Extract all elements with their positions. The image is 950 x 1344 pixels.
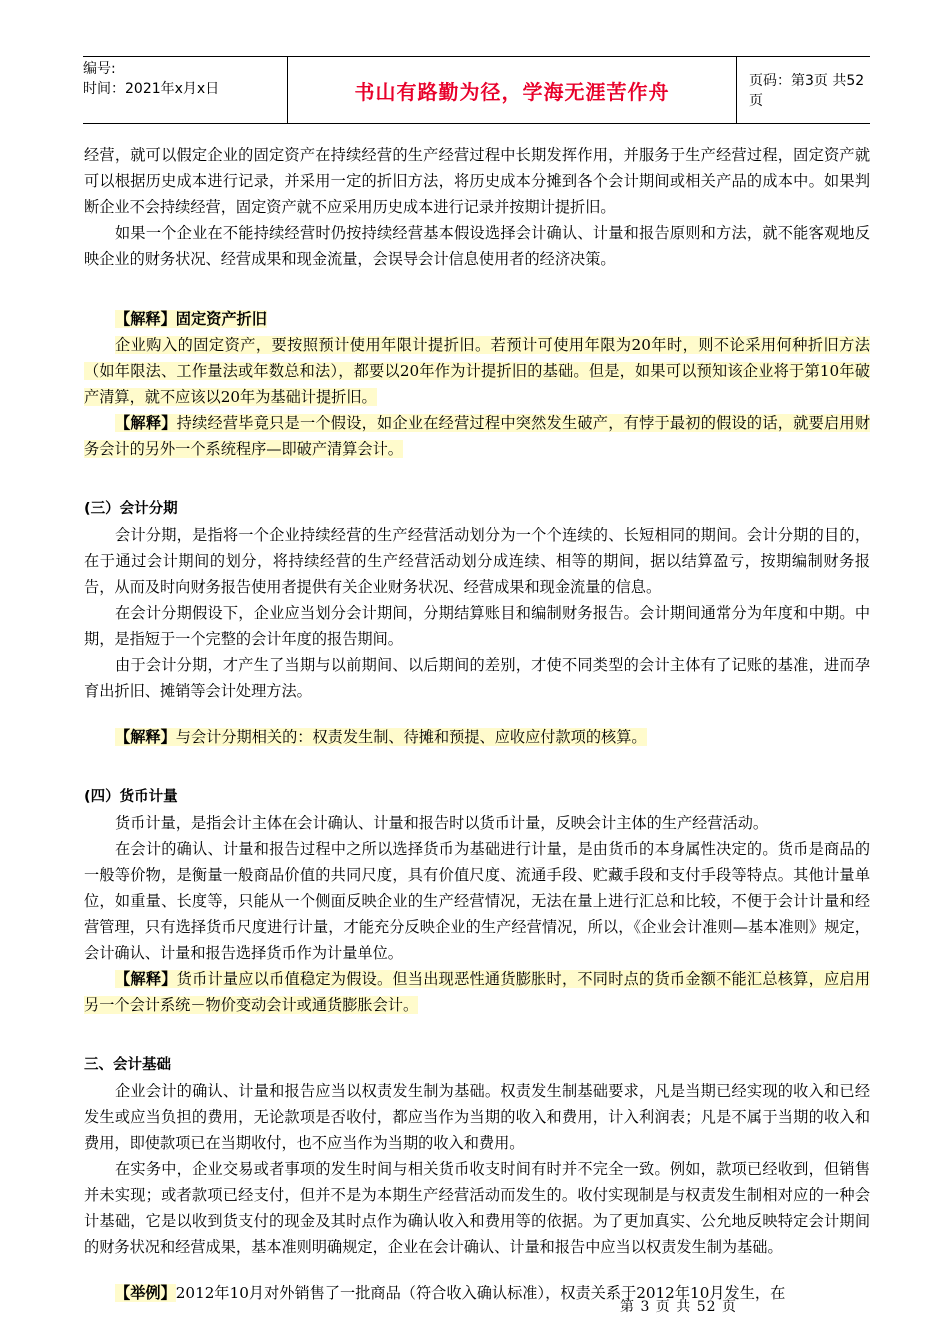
motto: 书山有路勤为径，学海无涯苦作舟 xyxy=(354,79,670,104)
page-header xyxy=(83,56,870,124)
explanation-text xyxy=(84,966,870,1018)
header-page-cell xyxy=(739,57,870,123)
header-motto-cell xyxy=(287,57,737,123)
explanation-text xyxy=(84,410,870,462)
paragraph: 在会计的确认、计量和报告过程中之所以选择货币为基础进行计量，是由货币的本身属性决定的。货币是商品的一般等价物，是衡量一般商品价值的共同尺度，具有价值尺度、流通手段、贮藏手段和支付手段等特点。其他计量单位，如重量、长度等，只能从一个侧面反映企业的生产经营情况，无法在量上进行汇总和比较，不便于会计计量和经营管理，只有选择货币尺度进行计量，才能充分反映企业的生产经营情况，所以，《企业会计准则—基本准则》规定，会计确认、计量和报告选择货币作为计量单位。 xyxy=(84,840,870,962)
paragraph: 由于会计分期，才产生了当期与以前期间、以后期间的差别，才使不同类型的会计主体有了记账的基准，进而孕育出折旧、摊销等会计处理方法。 xyxy=(84,656,870,700)
example-text xyxy=(84,1280,870,1306)
explanation-tag: 【解释】 xyxy=(115,414,177,432)
explanation-body: 持续经营毕竟只是一个假设，如企业在经营过程中突然发生破产，有悖于最初的假设的话，就要启用财务会计的另外一个系统程序—即破产清算会计。 xyxy=(84,414,871,458)
explanation-body: 货币计量应以币值稳定为假设。但当出现恶性通货膨胀时，不同时点的货币金额不能汇总核算，应启用另一个会计系统－物价变动会计或通货膨胀会计。 xyxy=(84,970,871,1014)
explanation-body: 与会计分期相关的：权责发生制、待摊和预提、应收应付款项的核算。 xyxy=(175,728,647,746)
explanation-text xyxy=(84,332,870,410)
explanation-tag: 【解释】 xyxy=(115,970,177,988)
footer-page-label: 第 3 页 共 52 页 xyxy=(620,1299,737,1315)
paragraph: 会计分期，是指将一个企业持续经营的生产经营活动划分为一个个连续的、长短相同的期间。会计分期的目的，在于通过会计期间的划分，将持续经营的生产经营活动划分成连续、相等的期间，据以结算盈亏，按期编制财务报告，从而及时向财务报告使用者提供有关企业财务状况、经营成果和现金流量的信息。 xyxy=(84,526,870,596)
explanation-title: 固定资产折旧 xyxy=(175,310,267,328)
explanation-tag: 【解释】 xyxy=(115,728,176,746)
explanation-tag: 【解释】 xyxy=(115,310,176,328)
example-tag: 【举例】 xyxy=(115,1284,176,1302)
explanation-heading xyxy=(84,306,870,332)
number-label: 编号: xyxy=(83,61,116,77)
example-body: 2012年10月对外销售了一批商品（符合收入确认标准），权责关系于2012年10月发生，在 xyxy=(175,1284,786,1302)
paragraph: 货币计量，是指会计主体在会计确认、计量和报告时以货币计量，反映会计主体的生产经营活动。 xyxy=(115,814,769,832)
paragraph: 企业会计的确认、计量和报告应当以权责发生制为基础。权责发生制基础要求，凡是当期已经实现的收入和已经发生或应当负担的费用，无论款项是否收付，都应当作为当期的收入和费用，计入利润表；凡是不属于当期的收入和费用，即使款项已在当期收付，也不应当作为当期的收入和费用。 xyxy=(84,1082,870,1152)
page-footer xyxy=(620,1296,737,1316)
section-heading: (三）会计分期 xyxy=(84,501,178,517)
paragraph: 在会计分期假设下，企业应当划分会计期间，分期结算账目和编制财务报告。会计期间通常分为年度和中期。中期，是指短于一个完整的会计年度的报告期间。 xyxy=(84,604,870,648)
explanation-text xyxy=(84,724,870,750)
page-info: 页码：第3页 共52页 xyxy=(749,73,865,109)
document-body xyxy=(84,142,870,1306)
paragraph: 如果一个企业在不能持续经营时仍按持续经营基本假设选择会计确认、计量和报告原则和方法，就不能客观地反映企业的财务状况、经营成果和现金流量，会误导会计信息使用者的经济决策。 xyxy=(84,224,870,268)
time-label: 时间：2021年x月x日 xyxy=(83,81,220,97)
header-meta xyxy=(83,57,283,125)
paragraph: 在实务中，企业交易或者事项的发生时间与相关货币收支时间有时并不完全一致。例如，款项已经收到，但销售并未实现；或者款项已经支付，但并不是为本期生产经营活动而发生的。收付实现制是与权责发生制相对应的一种会计基础，它是以收到货支付的现金及其时点作为确认收入和费用等的依据。为了更加真实、公允地反映特定会计期间的财务状况和经营成果，基本准则明确规定，企业在会计确认、计量和报告中应当以权责发生制为基础。 xyxy=(84,1160,870,1256)
paragraph: 经营，就可以假定企业的固定资产在持续经营的生产经营过程中长期发挥作用，并服务于生产经营过程，固定资产就可以根据历史成本进行记录，并采用一定的折旧方法，将历史成本分摊到各个会计期间或相关产品的成本中。如果判断企业不会持续经营，固定资产就不应采用历史成本进行记录并按期计提折旧。 xyxy=(84,146,870,216)
explanation-body: 企业购入的固定资产，要按照预计使用年限计提折旧。若预计可使用年限为20年时，则不论采用何种折旧方法（如年限法、工作量法或年数总和法），都要以20年作为计提折旧的基础。但是，如果可以预知该企业将于第10年破产清算，就不应该以20年为基础计提折旧。 xyxy=(84,336,870,406)
section-heading: 三、会计基础 xyxy=(84,1057,171,1073)
section-heading: (四）货币计量 xyxy=(84,789,178,805)
